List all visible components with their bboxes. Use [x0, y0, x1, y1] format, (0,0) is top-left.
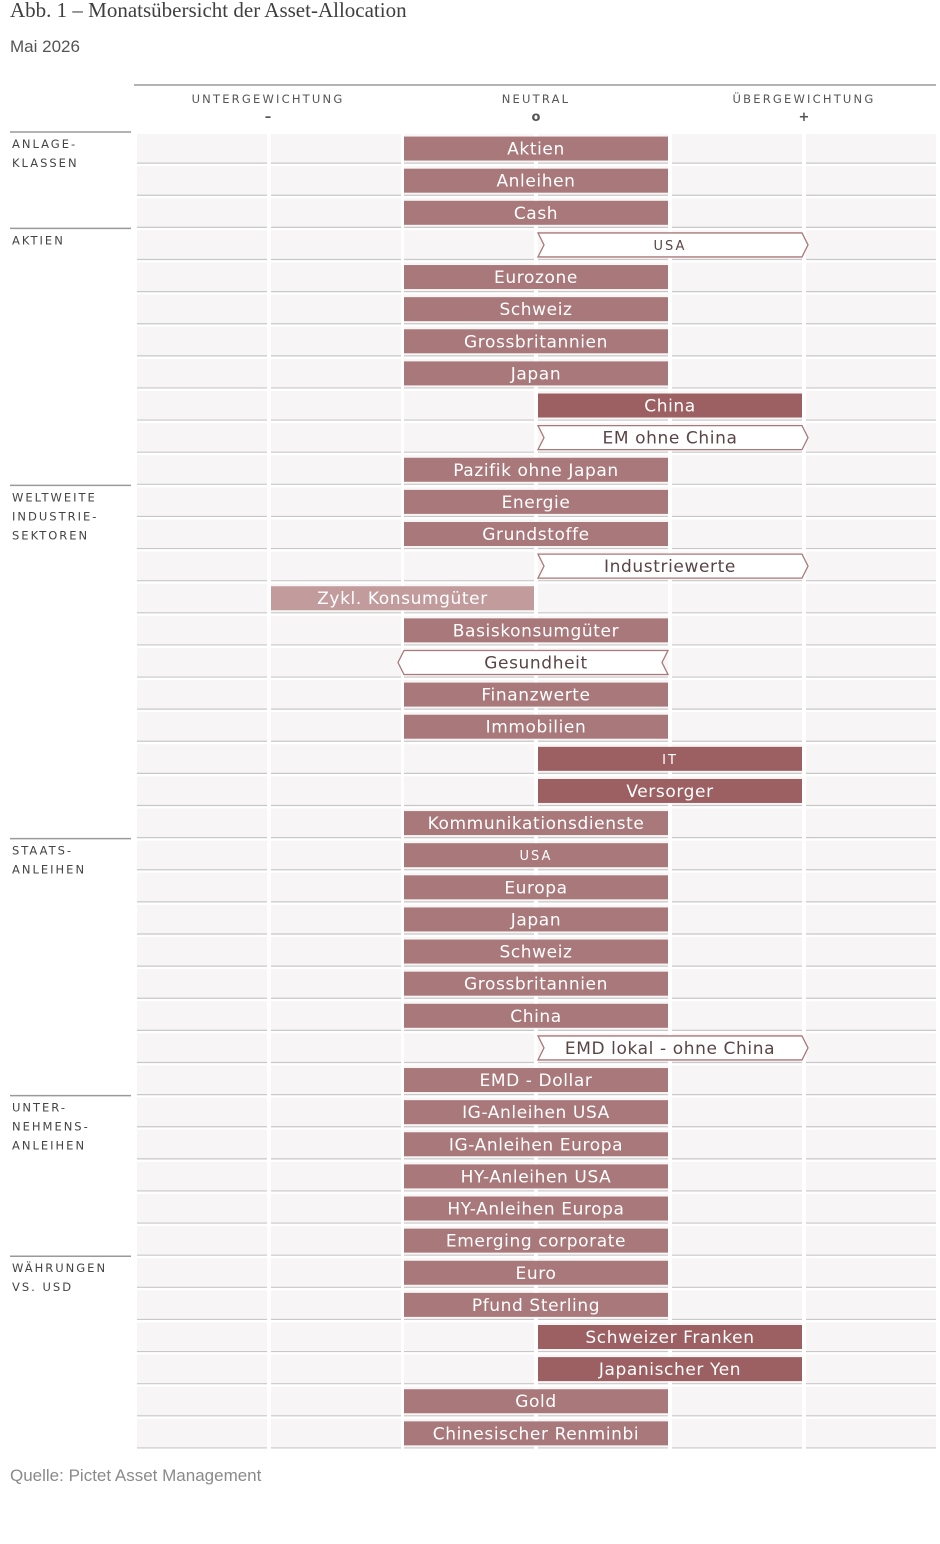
grid-cell — [137, 712, 267, 741]
grid-cell — [137, 1387, 267, 1416]
group-label-1: ANLAGE- — [12, 137, 78, 151]
grid-cell — [806, 873, 936, 902]
bar-label: Versorger — [626, 781, 714, 802]
grid-cell — [404, 776, 534, 805]
grid-cell — [672, 905, 802, 934]
grid-cell — [137, 1419, 267, 1448]
grid-cell — [137, 519, 267, 548]
bar-label: Pfund Sterling — [471, 1295, 601, 1316]
grid-cell — [672, 134, 802, 163]
grid-cell — [271, 616, 401, 645]
grid-cell — [137, 1194, 267, 1223]
grid-cell — [806, 519, 936, 548]
grid-cell — [806, 552, 936, 581]
grid-cell — [137, 1258, 267, 1287]
bar-label: Euro — [515, 1263, 557, 1284]
grid-cell — [271, 969, 401, 998]
bar-label: Europa — [504, 878, 568, 899]
bar-label: Gesundheit — [484, 653, 588, 674]
bar-label: HY-Anleihen Europa — [447, 1199, 625, 1220]
grid-cell — [806, 616, 936, 645]
grid-cell — [806, 776, 936, 805]
group-label-5: UNTER- — [12, 1100, 67, 1115]
bar-label: China — [510, 1006, 562, 1027]
grid-cell — [137, 134, 267, 163]
grid-cell — [271, 1130, 401, 1159]
grid-cell — [271, 712, 401, 741]
grid-cell — [672, 198, 802, 227]
grid-cell — [271, 744, 401, 773]
grid-cell — [806, 295, 936, 324]
grid-cell — [806, 1065, 936, 1094]
grid-cell — [806, 1162, 936, 1191]
grid-cell — [137, 616, 267, 645]
grid-cell — [271, 262, 401, 291]
column-symbol-2: o — [531, 110, 541, 125]
column-header-3: ÜBERGEWICHTUNG — [732, 92, 876, 106]
grid-cell — [271, 1194, 401, 1223]
grid-cell — [404, 552, 534, 581]
grid-cell — [806, 134, 936, 163]
grid-cell — [806, 1098, 936, 1127]
bar-label: Grossbritannien — [464, 974, 608, 995]
grid-cell — [271, 166, 401, 195]
bar-label: Eurozone — [494, 268, 578, 289]
grid-cell — [137, 1355, 267, 1384]
grid-cell — [404, 230, 534, 259]
grid-cell — [806, 262, 936, 291]
grid-cell — [137, 230, 267, 259]
grid-cell — [271, 841, 401, 870]
group-label-4: ANLEIHEN — [12, 862, 87, 877]
grid-cell — [806, 455, 936, 484]
bar-label: Chinesischer Renminbi — [432, 1424, 640, 1445]
grid-cell — [137, 873, 267, 902]
grid-cell — [672, 1290, 802, 1319]
grid-cell — [806, 1419, 936, 1448]
column-symbol-1: – — [264, 110, 272, 125]
grid-cell — [137, 680, 267, 709]
bar-label: EMD - Dollar — [479, 1071, 593, 1092]
grid-cell — [538, 584, 668, 613]
column-header-2: NEUTRAL — [501, 92, 571, 106]
grid-cell — [806, 487, 936, 516]
bar-label: Emerging corporate — [445, 1231, 627, 1252]
grid-cell — [271, 230, 401, 259]
grid-cell — [672, 1098, 802, 1127]
grid-cell — [271, 134, 401, 163]
grid-cell — [806, 584, 936, 613]
bar-label: Grundstoffe — [482, 525, 590, 545]
grid-cell — [806, 359, 936, 388]
grid-cell — [672, 295, 802, 324]
group-label-1: KLASSEN — [12, 156, 79, 170]
grid-cell — [806, 841, 936, 870]
grid-cell — [672, 969, 802, 998]
bar-label: IT — [662, 752, 678, 768]
group-label-4: STAATS- — [12, 843, 74, 858]
grid-cell — [672, 873, 802, 902]
bar-label: Japan — [510, 364, 562, 385]
grid-cell — [806, 198, 936, 227]
grid-cell — [672, 616, 802, 645]
group-label-3: WELTWEITE — [12, 490, 97, 505]
bar-label: IG-Anleihen USA — [462, 1103, 610, 1124]
bar-label: Cash — [513, 203, 559, 224]
group-label-5: ANLEIHEN — [12, 1138, 87, 1153]
grid-cell — [806, 1226, 936, 1255]
grid-cell — [672, 487, 802, 516]
grid-cell — [271, 776, 401, 805]
grid-cell — [137, 487, 267, 516]
grid-cell — [806, 648, 936, 677]
grid-cell — [271, 519, 401, 548]
bar-label: IG-Anleihen Europa — [448, 1135, 624, 1156]
grid-cell — [137, 166, 267, 195]
grid-cell — [672, 327, 802, 356]
grid-cell — [137, 1130, 267, 1159]
grid-cell — [271, 359, 401, 388]
grid-cell — [672, 1387, 802, 1416]
grid-cell — [404, 1322, 534, 1351]
bar-label: Basiskonsumgüter — [452, 621, 620, 642]
grid-cell — [672, 1258, 802, 1287]
bar-label: Zykl. Konsumgüter — [317, 589, 488, 610]
bar-label: Grossbritannien — [464, 332, 608, 353]
grid-cell — [137, 552, 267, 581]
grid-cell — [672, 1194, 802, 1223]
grid-cell — [137, 809, 267, 838]
grid-cell — [271, 905, 401, 934]
grid-cell — [806, 1355, 936, 1384]
grid-cell — [271, 937, 401, 966]
bar-label: Schweiz — [499, 300, 573, 321]
grid-cell — [137, 584, 267, 613]
bar-label: USA — [519, 849, 553, 865]
grid-cell — [806, 327, 936, 356]
grid-cell — [271, 295, 401, 324]
grid-cell — [137, 1322, 267, 1351]
grid-cell — [806, 712, 936, 741]
grid-cell — [271, 1001, 401, 1030]
group-label-3: SEKTOREN — [12, 528, 90, 543]
bar-label: Japan — [510, 910, 562, 931]
bar-label: Pazifik ohne Japan — [453, 460, 619, 481]
grid-cell — [672, 584, 802, 613]
grid-cell — [271, 327, 401, 356]
grid-cell — [672, 712, 802, 741]
grid-cell — [137, 1226, 267, 1255]
bar-label: Schweiz — [499, 942, 573, 963]
grid-cell — [806, 391, 936, 420]
column-symbol-3: + — [798, 110, 810, 125]
grid-cell — [404, 423, 534, 452]
grid-cell — [271, 809, 401, 838]
grid-cell — [672, 809, 802, 838]
grid-cell — [672, 1065, 802, 1094]
grid-cell — [271, 1419, 401, 1448]
grid-cell — [672, 841, 802, 870]
grid-cell — [672, 519, 802, 548]
grid-cell — [137, 841, 267, 870]
grid-cell — [404, 391, 534, 420]
grid-cell — [271, 487, 401, 516]
grid-cell — [271, 680, 401, 709]
bar-label: USA — [653, 238, 687, 254]
grid-cell — [137, 327, 267, 356]
grid-cell — [672, 1001, 802, 1030]
bar-label: HY-Anleihen USA — [460, 1167, 612, 1188]
grid-cell — [271, 1033, 401, 1062]
grid-cell — [672, 937, 802, 966]
bar-label: EMD lokal - ohne China — [564, 1038, 776, 1059]
grid-cell — [806, 1290, 936, 1319]
bar-label: Immobilien — [485, 717, 587, 738]
grid-cell — [271, 1387, 401, 1416]
bar-label: EM ohne China — [602, 428, 738, 449]
grid-cell — [137, 1098, 267, 1127]
grid-cell — [806, 1130, 936, 1159]
grid-cell — [137, 198, 267, 227]
grid-cell — [404, 1355, 534, 1384]
grid-cell — [137, 295, 267, 324]
bar-label: Kommunikationsdienste — [427, 814, 645, 835]
chart-subtitle: Mai 2026 — [10, 37, 80, 56]
grid-cell — [137, 423, 267, 452]
group-label-6: VS. USD — [12, 1280, 74, 1295]
grid-cell — [271, 1065, 401, 1094]
grid-cell — [672, 166, 802, 195]
grid-cell — [271, 1322, 401, 1351]
column-header-1: UNTERGEWICHTUNG — [191, 92, 345, 106]
grid-cell — [806, 744, 936, 773]
grid-cell — [271, 1226, 401, 1255]
grid-cell — [806, 969, 936, 998]
grid-cell — [672, 648, 802, 677]
grid-cell — [271, 423, 401, 452]
grid-cell — [137, 1033, 267, 1062]
grid-cell — [672, 1162, 802, 1191]
group-label-5: NEHMENS- — [12, 1119, 90, 1134]
grid-cell — [806, 937, 936, 966]
grid-cell — [806, 809, 936, 838]
grid-cell — [137, 1001, 267, 1030]
bar-label: China — [644, 396, 696, 417]
grid-cell — [806, 680, 936, 709]
grid-cell — [137, 905, 267, 934]
grid-cell — [137, 359, 267, 388]
bar-label: Energie — [501, 492, 571, 513]
grid-cell — [271, 1258, 401, 1287]
grid-cell — [137, 744, 267, 773]
grid-cell — [271, 455, 401, 484]
grid-cell — [271, 1355, 401, 1384]
grid-cell — [271, 1162, 401, 1191]
grid-cell — [271, 648, 401, 677]
grid-cell — [271, 1098, 401, 1127]
grid-cell — [672, 1130, 802, 1159]
bar-label: Gold — [515, 1392, 557, 1413]
grid-cell — [672, 455, 802, 484]
bar-label: Schweizer Franken — [585, 1328, 755, 1348]
grid-cell — [404, 744, 534, 773]
grid-cell — [137, 455, 267, 484]
grid-cell — [806, 166, 936, 195]
grid-cell — [672, 1226, 802, 1255]
grid-cell — [137, 1065, 267, 1094]
grid-cell — [137, 969, 267, 998]
bar-label: Finanzwerte — [481, 685, 591, 706]
grid-cell — [137, 1162, 267, 1191]
grid-cell — [137, 776, 267, 805]
grid-cell — [271, 391, 401, 420]
grid-cell — [806, 1001, 936, 1030]
source-note: Quelle: Pictet Asset Management — [10, 1466, 262, 1485]
group-label-3: INDUSTRIE- — [12, 509, 99, 524]
bar-label: Industriewerte — [604, 557, 736, 578]
chart-title: Abb. 1 – Monatsübersicht der Asset-Allocation — [10, 0, 407, 22]
grid-cell — [806, 1258, 936, 1287]
group-label-2: AKTIEN — [12, 233, 65, 248]
grid-cell — [271, 552, 401, 581]
grid-cell — [137, 648, 267, 677]
grid-cell — [271, 873, 401, 902]
grid-cell — [806, 1194, 936, 1223]
grid-cell — [672, 680, 802, 709]
grid-cell — [404, 1033, 534, 1062]
grid-cell — [271, 198, 401, 227]
grid-cell — [806, 1387, 936, 1416]
grid-cell — [137, 937, 267, 966]
grid-cell — [806, 230, 936, 259]
bar-label: Aktien — [507, 139, 565, 160]
grid-cell — [137, 391, 267, 420]
grid-cell — [806, 1033, 936, 1062]
bar-label: Japanischer Yen — [598, 1360, 742, 1381]
grid-cell — [137, 262, 267, 291]
grid-cell — [137, 1290, 267, 1319]
bar-label: Anleihen — [496, 171, 576, 192]
grid-cell — [672, 262, 802, 291]
grid-cell — [806, 905, 936, 934]
grid-cell — [806, 1322, 936, 1351]
grid-cell — [806, 423, 936, 452]
grid-cell — [672, 1419, 802, 1448]
grid-cell — [271, 1290, 401, 1319]
group-label-6: WÄHRUNGEN — [12, 1261, 108, 1276]
grid-cell — [672, 359, 802, 388]
